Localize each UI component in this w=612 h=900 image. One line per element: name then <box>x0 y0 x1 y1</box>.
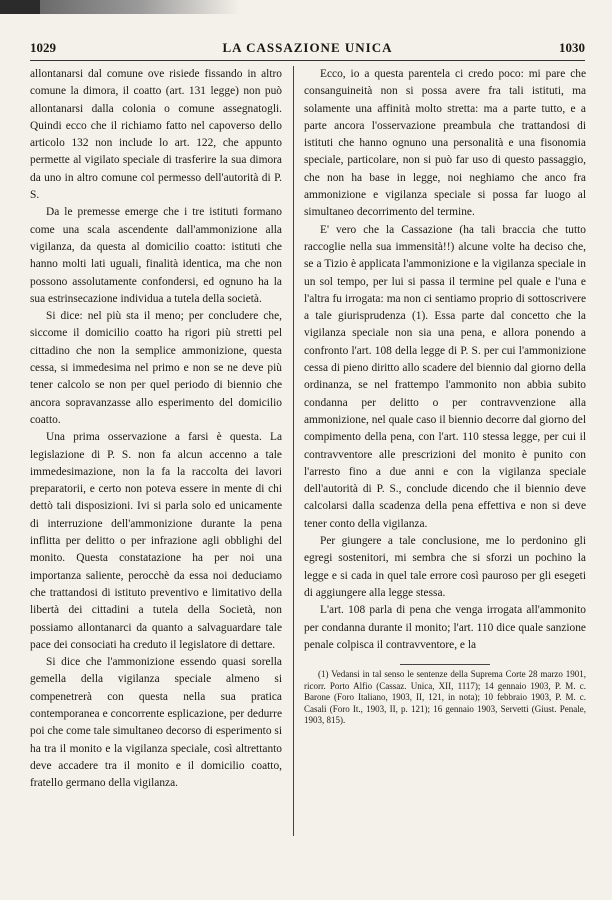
paragraph: Ecco, io a questa parentela ci credo poco: mi pare che consanguineità non si possa avere fra tali istituti, ma solamente una affinità molto stretta: ma a parte tutto, e a parte ancora l'osservazione preambula che trattandosi di istituti che hanno ognuno una personalità e una fisonomia speciale, particolare, non si può far uso di questo passaggio, che non ha base in legge, noi neghiamo che anco fra ammonizione e vigilanza speciale si possa far luogo al simultaneo decorrimento del termine. <box>304 68 586 219</box>
right-column <box>304 66 586 727</box>
left-column <box>30 66 282 792</box>
paragraph: allontanarsi dal comune ove risiede fissando in altro comune la dimora, il coatto (art. 131 legge) non può allontanarsi dalla colonia o comune assegnatogli. Quindi ecco che il richiamo fatto nel capoverso dello articolo 132 non include lo art. 122, che appunto permette al vigilato speciale di trasferire la sua dimora da uno in altro comune col permesso dell'autorità di P. S. <box>30 68 282 202</box>
paragraph: Si dice: nel più sta il meno; per concludere che, siccome il domicilio coatto ha rigori più stretti pel cittadino che non la semplice ammonizione, questa cessa, si immedesima nel primo e non se ne deve più tener calcolo se non per quel periodo di biennio che ancora sopravanzasse allo esperimento del domicilio coatto. <box>30 310 282 426</box>
page-header <box>30 38 585 61</box>
footnote-divider <box>400 664 490 665</box>
paragraph: E' vero che la Cassazione (ha tali braccia che tutto raccoglie nella sua immensità!!) alcune volte ha deciso che, se a Tizio è applicata l'ammonizione e la vigilanza speciale in un sol tempo, per lui si passa il termine pel quale e l'una e l'altra fu irrogata: ma non ci sentiamo proprio di sottoscrivere a tale giurisprudenza (1). Essa parte dal concetto che la vigilanza speciale non sia una pena, e allora ponendo a confronto l'art. 108 della legge di P. S. per cui l'ammonizione cessa di pieno diritto allo scadere del biennio dal giorno della ordinanza, se nel frattempo l'ammonito non abbia subito condanna per delitto o per contravvenzione alla ammonizione, nel quale caso il biennio decorre dal giorno del compimento della pena, con l'art. 110 stessa legge, per cui il contravventore alle prescrizioni del monito è punito con l'arresto fino a due anni e con la vigilanza speciale dell'autorità di P. S., conclude dicendo che il biennio deve calcolarsi dalla scadenza della pena effettiva e non si deve tener conto della vigilanza. <box>304 223 586 530</box>
page-number-right: 1030 <box>559 40 585 55</box>
paragraph: L'art. 108 parla di pena che venga irrogata all'ammonito per condanna durante il monito; l'art. 110 dice quale sanzione penale colpisca il contravventore, e la <box>304 604 586 651</box>
running-title: LA CASSAZIONE UNICA <box>222 40 393 55</box>
page-number-left: 1029 <box>30 40 56 55</box>
paragraph: Si dice che l'ammonizione essendo quasi sorella gemella della vigilanza speciale almeno si compenetrerà con questa nella sua pratica contemporanea e concorrente esplicazione, per dedurre poi che come tale simultaneo decorso di esperimento si ha tra il monito e la vigilanza speciale, così altrettanto deve accadere tra il monito e il domicilio coatto, fratello germano della vigilanza. <box>30 656 282 790</box>
scan-edge-strip <box>0 0 612 14</box>
paragraph: Una prima osservazione a farsi è questa. La legislazione di P. S. non fa alcun accenno a tale immedesimazione, non la fa la raccolta dei lavori preparatorii, e certo non poteva essere in mente di chi dettò tali disposizioni. Ivi si parla solo ed unicamente di interruzione dell'ammonizione durante la pena inflitta per delitto o per infrazione agli obblighi del monito. Questa constatazione ha per noi una importanza saliente, perocchè da essa noi deduciamo che trattandosi di istituto preventivo e limitativo della libertà dei cittadini a tutela della Società, non possiamo allontanarci da quanto a salvaguardare tale pace dei consociati ha creduto il legislatore di dettare. <box>30 431 282 651</box>
paragraph: Per giungere a tale conclusione, me lo perdonino gli egregi sostenitori, mi sembra che si sforzi un pochino la legge e si cada in quel tale errore così pauroso per gli esegeti di aggiungere alla legge stessa. <box>304 535 586 599</box>
column-divider <box>293 66 294 836</box>
footnote: (1) Vedansi in tal senso le sentenze della Suprema Corte 28 marzo 1901, ricorr. Porto Alfio (Cassaz. Unica, XII, 1117); 14 gennaio 1903, P. M. c. Barone (Foro Italiano, 1903, II, 121, in nota); 10 febbraio 1903, P. M. c. Casali (Foro It., 1903, II, p. 121); 16 gennaio 1903, Servetti (Giust. Penale, 1903, 815). <box>304 669 586 726</box>
paragraph: Da le premesse emerge che i tre istituti formano come una scala ascendente dall'ammonizione alla vigilanza, da questa al domicilio coatto: istituti che hanno molti lati uguali, finalità identica, ma che non possono assolutamente confondersi, ed ognuno ha la sua estrinsecazione individua a tutela della società. <box>30 206 282 305</box>
